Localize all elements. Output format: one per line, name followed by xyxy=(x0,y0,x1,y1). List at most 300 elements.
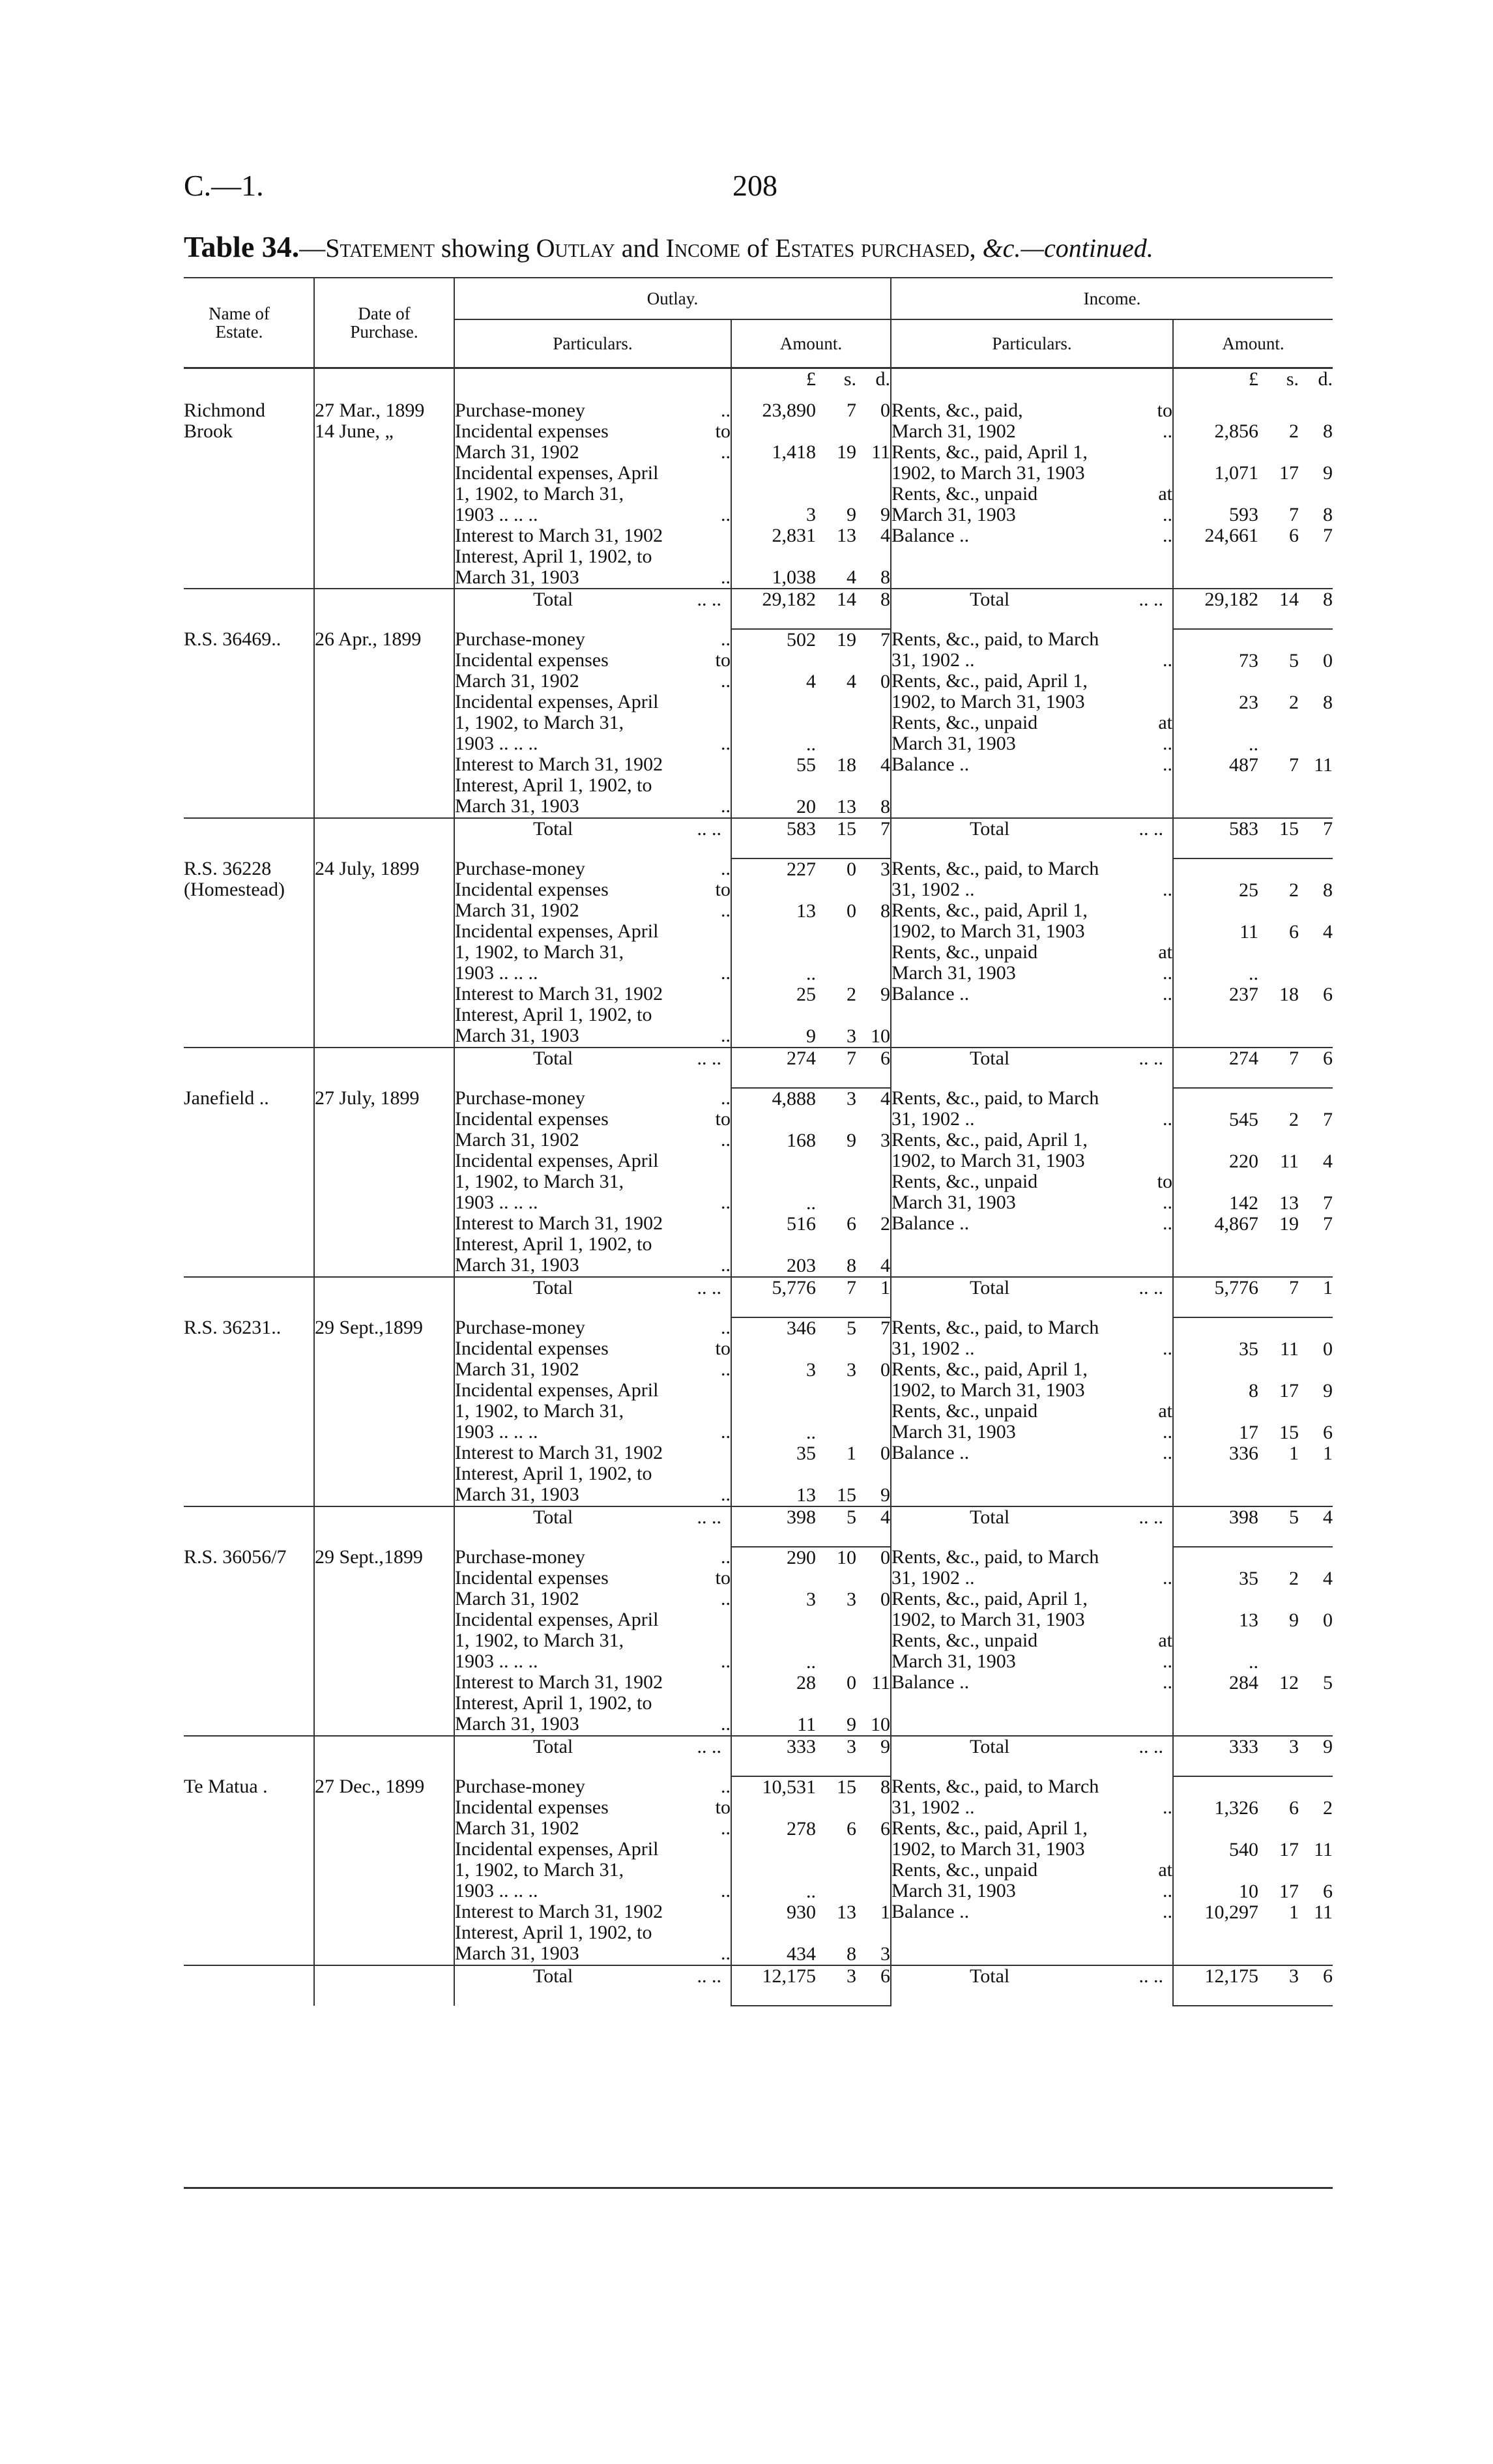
outlay-particular-leader: .. xyxy=(721,1713,731,1735)
amount-shillings: 13 xyxy=(837,525,857,546)
income-particular-text: Rents, &c., unpaid xyxy=(891,1859,1038,1881)
outlay-particular-line xyxy=(455,1589,731,1609)
amount-pence: 0 xyxy=(1323,650,1333,671)
amount-line xyxy=(1174,1130,1333,1151)
outlay-particular-line xyxy=(455,1192,731,1213)
income-particular-line xyxy=(891,1088,1172,1109)
amount-pounds: 11 xyxy=(797,1714,817,1735)
income-particular-line xyxy=(891,650,1172,671)
amount-shillings: 3 xyxy=(847,1965,857,1987)
outlay-particular-line xyxy=(455,629,731,650)
outlay-particular-line xyxy=(455,1630,731,1651)
amount-pounds: 25 xyxy=(796,984,817,1005)
amount-pence: 4 xyxy=(1323,1568,1333,1589)
outlay-particular-line xyxy=(455,1234,731,1255)
amount-shillings: 6 xyxy=(847,1818,857,1840)
income-particular-text: March 31, 1903 xyxy=(891,962,1016,984)
amount-line xyxy=(732,1214,890,1235)
amount-shillings xyxy=(1258,671,1299,692)
outlay-particular-leader: to xyxy=(715,879,731,900)
amount-line xyxy=(1174,1568,1333,1589)
amount-pence: 10 xyxy=(871,1714,891,1735)
outlay-particular-text: Interest to March 31, 1902 xyxy=(455,754,663,775)
income-particular-text: Balance .. xyxy=(891,754,970,775)
total-leader: .. .. xyxy=(1138,1506,1164,1528)
outlay-particular-text: March 31, 1903 xyxy=(455,1484,579,1505)
amount-shillings: 14 xyxy=(1279,589,1299,610)
outlay-particular-line xyxy=(455,484,731,505)
header-date-of-purchase: Date of Purchase. xyxy=(314,278,454,368)
outlay-particular-text: Incidental expenses, April xyxy=(455,1838,659,1860)
outlay-total-label-cell xyxy=(454,589,731,629)
estate-name-cell xyxy=(184,1317,314,1506)
income-particular-line xyxy=(891,671,1172,692)
amount-pence xyxy=(856,943,890,963)
estate-row xyxy=(184,400,1333,589)
income-particular-line xyxy=(891,1359,1172,1380)
income-particular-text: Rents, &c., unpaid xyxy=(891,941,1038,963)
outlay-particular-leader: .. xyxy=(721,1546,731,1568)
outlay-particular-line xyxy=(455,754,731,775)
outlay-particular-text: Interest to March 31, 1902 xyxy=(455,983,663,1005)
amount-line xyxy=(732,525,890,546)
total-label: Total xyxy=(970,1048,1010,1069)
amount-line xyxy=(732,1401,890,1422)
income-particular-leader: at xyxy=(1158,1859,1173,1881)
amount-pounds: 3 xyxy=(806,1359,817,1381)
amount-shillings: 10 xyxy=(837,1547,857,1568)
amount-pence: 6 xyxy=(880,1048,891,1069)
title-word: Statement xyxy=(325,233,435,263)
amount-shillings: 6 xyxy=(847,1213,857,1235)
amount-line xyxy=(1174,1443,1333,1464)
amount-pence xyxy=(1299,1401,1333,1422)
amount-pounds: 20 xyxy=(796,796,817,817)
outlay-particular-leader: .. xyxy=(721,400,731,421)
outlay-particular-line xyxy=(455,1109,731,1130)
amount-pounds: 73 xyxy=(1239,650,1259,671)
outlay-particular-text: March 31, 1903 xyxy=(455,1713,579,1735)
purchase-date-cell xyxy=(314,858,454,1048)
amount-pounds: 278 xyxy=(787,1818,817,1840)
income-particular-text: Rents, &c., paid, April 1, xyxy=(891,1358,1088,1380)
income-particular-line xyxy=(891,505,1172,525)
income-total-label xyxy=(891,1737,1172,1757)
amount-pounds: 434 xyxy=(787,1943,817,1965)
amount-pence xyxy=(856,484,890,505)
outlay-particular-text: Purchase-money xyxy=(455,1546,585,1568)
outlay-particular-line xyxy=(455,1881,731,1901)
income-particular-text: Rents, &c., paid, April 1, xyxy=(891,1129,1088,1151)
outlay-total-label-cell xyxy=(454,1048,731,1088)
amount-pence: 7 xyxy=(1323,1192,1333,1214)
amount-pounds: 35 xyxy=(796,1443,817,1464)
income-particular-line xyxy=(891,1901,1172,1922)
income-particular-text: Rents, &c., unpaid xyxy=(891,1630,1038,1651)
amount-shillings: 15 xyxy=(1279,818,1299,840)
currency-pound: £ xyxy=(1249,368,1259,390)
outlay-particular-line xyxy=(455,733,731,754)
amount-shillings xyxy=(816,1381,856,1401)
amount-pounds: 23 xyxy=(1239,692,1259,713)
amount-line xyxy=(732,1568,890,1589)
income-total-label-cell xyxy=(891,818,1173,858)
purchase-date: 27 July, 1899 xyxy=(315,1087,420,1109)
outlay-particular-text: March 31, 1902 xyxy=(455,670,579,692)
amount-pence xyxy=(1299,901,1333,922)
amount-pence xyxy=(856,880,890,901)
amount-pence: 7 xyxy=(880,629,891,651)
total-label: Total xyxy=(970,1506,1010,1528)
outlay-particular-text: Interest, April 1, 1902, to xyxy=(455,1922,652,1943)
amount-shillings xyxy=(816,1798,856,1819)
income-particular-text: 1902, to March 31, 1903 xyxy=(891,1609,1085,1630)
estate-row xyxy=(184,1776,1333,1965)
income-particular-text: Balance .. xyxy=(891,525,970,546)
amount-pence xyxy=(1299,1777,1333,1798)
total-blank xyxy=(184,1048,314,1088)
outlay-particular-text: Incidental expenses, April xyxy=(455,462,659,484)
amount-shillings xyxy=(816,484,856,505)
amount-line xyxy=(732,1777,890,1798)
income-particular-line xyxy=(891,942,1172,963)
title-word: of xyxy=(746,233,769,263)
amount-line xyxy=(732,880,890,901)
income-particular-leader: .. xyxy=(1163,962,1173,984)
amount-pence xyxy=(856,1631,890,1652)
amount-line xyxy=(1174,922,1333,943)
income-particular-line xyxy=(891,1401,1172,1422)
amount-line xyxy=(732,442,890,463)
amount-line xyxy=(732,1944,890,1965)
amount-line xyxy=(732,1130,890,1151)
amount-line xyxy=(1174,671,1333,692)
amount-line xyxy=(732,797,890,817)
header-income: Income. xyxy=(891,278,1333,319)
amount-line xyxy=(1174,880,1333,901)
outlay-particular-text: 1, 1902, to March 31, xyxy=(455,712,624,733)
amount-pence xyxy=(1299,1819,1333,1840)
outlay-particular-text: March 31, 1903 xyxy=(455,1943,579,1964)
amount-pence: 9 xyxy=(1323,1380,1333,1401)
amount-shillings: 7 xyxy=(847,1048,857,1069)
income-amount-cell xyxy=(1173,1547,1333,1736)
income-particular-text: 1902, to March 31, 1903 xyxy=(891,1379,1085,1401)
amount-pounds: .. xyxy=(806,963,817,984)
income-particular-line xyxy=(891,442,1172,463)
amount-shillings: 0 xyxy=(847,900,857,922)
income-particular-leader: at xyxy=(1158,1630,1173,1651)
amount-shillings: 3 xyxy=(847,1088,857,1109)
income-particular-text: 31, 1902 .. xyxy=(891,1797,975,1818)
amount-line xyxy=(1174,692,1333,713)
outlay-total-label xyxy=(455,1278,731,1298)
total-leader: .. .. xyxy=(1138,589,1164,610)
amount-pounds: .. xyxy=(806,733,817,755)
income-particulars-cell xyxy=(891,1547,1173,1736)
purchase-date: 27 Dec., 1899 xyxy=(315,1776,425,1797)
income-particular-text: Balance .. xyxy=(891,1901,970,1922)
amount-shillings: 0 xyxy=(847,1672,857,1694)
amount-pence xyxy=(856,1109,890,1130)
amount-pence xyxy=(1299,1318,1333,1339)
page-number: 208 xyxy=(732,169,777,202)
amount-shillings xyxy=(816,463,856,484)
amount-line xyxy=(732,755,890,776)
amount-pence xyxy=(856,922,890,943)
outlay-total-label-cell xyxy=(454,1277,731,1317)
amount-shillings: 15 xyxy=(837,1776,857,1798)
total-label: Total xyxy=(533,1048,573,1069)
amount-pence xyxy=(1299,963,1333,984)
amount-pence xyxy=(1299,1589,1333,1610)
amount-line xyxy=(732,1798,890,1819)
outlay-particular-text: Interest, April 1, 1902, to xyxy=(455,1233,652,1255)
estate-row xyxy=(184,1317,1333,1506)
total-row xyxy=(184,1736,1333,1776)
outlay-particular-leader: .. xyxy=(721,900,731,921)
amount-line xyxy=(1174,1048,1333,1069)
outlay-particular-line xyxy=(455,1568,731,1589)
amount-line xyxy=(1174,1172,1333,1193)
amount-shillings xyxy=(816,1172,856,1193)
outlay-particular-text: 1, 1902, to March 31, xyxy=(455,1400,624,1422)
income-particular-leader: .. xyxy=(1163,733,1173,754)
amount-pence: 11 xyxy=(1314,1901,1333,1923)
amount-pounds: 583 xyxy=(1229,818,1259,840)
amount-line xyxy=(1174,1840,1333,1860)
income-particular-text: 31, 1902 .. xyxy=(891,879,975,900)
outlay-particular-text: 1, 1902, to March 31, xyxy=(455,941,624,963)
amount-line xyxy=(732,651,890,671)
amount-pence: 4 xyxy=(1323,921,1333,943)
amount-pounds: .. xyxy=(1249,963,1259,984)
amount-line xyxy=(732,1151,890,1172)
outlay-particular-text: 1, 1902, to March 31, xyxy=(455,1630,624,1651)
amount-pence xyxy=(856,1840,890,1860)
outlay-particular-text: Incidental expenses xyxy=(455,1338,609,1359)
outlay-total-label-cell xyxy=(454,1736,731,1776)
amount-pence xyxy=(856,713,890,734)
amount-line xyxy=(732,692,890,713)
estate-name-cell xyxy=(184,629,314,818)
amount-pounds: 227 xyxy=(787,858,817,880)
outlay-particulars-cell xyxy=(454,400,731,589)
amount-pounds: 593 xyxy=(1229,504,1259,525)
outlay-particular-text: Interest to March 31, 1902 xyxy=(455,1901,663,1922)
outlay-total-label-cell xyxy=(454,1965,731,2006)
outlay-particular-leader: .. xyxy=(721,1943,731,1964)
amount-line xyxy=(732,589,890,610)
income-particular-text: Rents, &c., paid, to March xyxy=(891,1546,1099,1568)
income-amount-cell xyxy=(1173,400,1333,589)
amount-pence xyxy=(856,1172,890,1193)
income-particular-line xyxy=(891,692,1172,712)
income-particular-leader: at xyxy=(1158,712,1173,733)
amount-shillings xyxy=(816,1860,856,1881)
outlay-particular-line xyxy=(455,692,731,712)
estate-name: R.S. 36228 xyxy=(184,858,272,879)
amount-shillings xyxy=(1258,1819,1299,1840)
income-particular-leader: .. xyxy=(1163,754,1173,775)
income-particulars-cell xyxy=(891,629,1173,818)
amount-pence: 4 xyxy=(1323,1151,1333,1172)
estate-name-cell xyxy=(184,1547,314,1736)
amount-line xyxy=(732,1881,890,1902)
income-particular-line xyxy=(891,1192,1172,1213)
estate-row xyxy=(184,1547,1333,1736)
total-row xyxy=(184,1277,1333,1317)
amount-pounds: 10 xyxy=(1239,1881,1259,1902)
amount-pounds: .. xyxy=(806,1422,817,1443)
income-particular-text: Rents, &c., unpaid xyxy=(891,483,1038,505)
total-blank xyxy=(314,818,454,858)
amount-line xyxy=(732,943,890,963)
amount-line xyxy=(1174,400,1333,421)
amount-shillings: 2 xyxy=(1289,420,1299,442)
estate-row xyxy=(184,629,1333,818)
amount-shillings: 19 xyxy=(1279,1213,1299,1235)
title-dash: — xyxy=(299,233,326,263)
outlay-particular-line xyxy=(455,650,731,671)
income-particular-leader: .. xyxy=(1163,525,1173,546)
amount-shillings xyxy=(1258,1860,1299,1881)
income-particular-text: March 31, 1903 xyxy=(891,1880,1016,1901)
outlay-particular-text: Interest to March 31, 1902 xyxy=(455,1671,663,1693)
amount-line xyxy=(1174,525,1333,546)
amount-shillings: 9 xyxy=(847,1130,857,1151)
amount-line xyxy=(1174,1089,1333,1109)
outlay-particular-line xyxy=(455,1088,731,1109)
amount-line xyxy=(1174,1360,1333,1381)
outlay-particular-text: Incidental expenses xyxy=(455,649,609,671)
income-particular-text: March 31, 1903 xyxy=(891,1650,1016,1672)
outlay-particular-text: March 31, 1903 xyxy=(455,795,579,817)
amount-line xyxy=(732,1485,890,1506)
amount-pounds: 25 xyxy=(1239,879,1259,901)
amount-shillings xyxy=(816,776,856,797)
amount-pence: 1 xyxy=(880,1277,891,1298)
amount-line xyxy=(732,1610,890,1631)
outlay-total-label-cell xyxy=(454,1506,731,1547)
header-outlay-particulars: Particulars. xyxy=(454,319,731,368)
purchase-date-cell xyxy=(314,400,454,589)
amount-pence: 0 xyxy=(1323,1338,1333,1360)
outlay-particular-text: Interest, April 1, 1902, to xyxy=(455,1463,652,1484)
outlay-particular-leader: .. xyxy=(721,628,731,650)
title-word: Estates purchased, xyxy=(775,233,976,263)
amount-shillings xyxy=(1258,713,1299,734)
amount-pounds: 28 xyxy=(796,1672,817,1694)
income-particular-line xyxy=(891,1130,1172,1151)
amount-pence xyxy=(856,421,890,442)
amount-pence xyxy=(1299,442,1333,463)
outlay-particular-line xyxy=(455,900,731,921)
amount-pence: 0 xyxy=(880,1359,891,1381)
amount-pence xyxy=(856,1568,890,1589)
income-particular-leader: at xyxy=(1158,483,1173,505)
income-total-amount xyxy=(1173,1506,1333,1547)
income-total-label xyxy=(891,1278,1172,1298)
income-particular-line xyxy=(891,1171,1172,1192)
amount-pence: 8 xyxy=(880,900,891,922)
amount-pence: 1 xyxy=(880,1901,891,1923)
outlay-total-label xyxy=(455,1048,731,1069)
amount-shillings: 18 xyxy=(1279,984,1299,1005)
amount-line xyxy=(732,1902,890,1923)
amount-pence: 9 xyxy=(880,504,891,525)
amount-line xyxy=(732,1026,890,1047)
total-label: Total xyxy=(533,1506,573,1528)
amount-line xyxy=(1174,1422,1333,1443)
outlay-particular-line xyxy=(455,1818,731,1839)
income-particular-text: 31, 1902 .. xyxy=(891,1338,975,1359)
outlay-particular-text: Incidental expenses xyxy=(455,879,609,900)
outlay-particular-line xyxy=(455,1797,731,1818)
outlay-particular-line xyxy=(455,1359,731,1380)
amount-pounds: 487 xyxy=(1229,754,1259,776)
outlay-total-label-cell xyxy=(454,818,731,858)
outlay-particular-text: March 31, 1902 xyxy=(455,1817,579,1839)
amount-shillings xyxy=(816,421,856,442)
amount-shillings: 8 xyxy=(847,1943,857,1965)
amount-line xyxy=(1174,1966,1333,1987)
total-label: Total xyxy=(970,1965,1010,1987)
amount-pounds: 55 xyxy=(796,754,817,776)
income-particular-leader: .. xyxy=(1163,649,1173,671)
income-particular-line xyxy=(891,858,1172,879)
outlay-particular-line xyxy=(455,525,731,546)
income-particular-text: Rents, &c., unpaid xyxy=(891,1171,1038,1192)
header-outlay: Outlay. xyxy=(454,278,891,319)
income-particular-text: Rents, &c., unpaid xyxy=(891,1400,1038,1422)
amount-pence xyxy=(856,1381,890,1401)
outlay-amount-cell xyxy=(731,858,891,1048)
estate-name: Brook xyxy=(184,420,233,442)
outlay-particular-leader: .. xyxy=(721,1087,731,1109)
amount-line xyxy=(732,1172,890,1193)
currency-shillings: s. xyxy=(1286,368,1299,390)
amount-line xyxy=(1174,1339,1333,1360)
amount-shillings: 6 xyxy=(1289,921,1299,943)
estate-name: (Homestead) xyxy=(184,879,285,900)
amount-line xyxy=(1174,1401,1333,1422)
amount-pence: 9 xyxy=(880,1484,891,1506)
amount-shillings xyxy=(816,1652,856,1673)
outlay-particular-leader: .. xyxy=(721,1776,731,1797)
income-particular-leader: .. xyxy=(1163,1192,1173,1213)
amount-pence: 8 xyxy=(1323,504,1333,525)
total-leader: .. .. xyxy=(697,1048,721,1069)
purchase-date: 26 Apr., 1899 xyxy=(315,628,422,650)
amount-line xyxy=(732,1840,890,1860)
amount-line xyxy=(1174,630,1333,651)
amount-line xyxy=(732,963,890,984)
outlay-particular-leader: .. xyxy=(721,858,731,879)
income-particular-leader: at xyxy=(1158,1400,1173,1422)
total-row xyxy=(184,1506,1333,1547)
amount-pounds: 8 xyxy=(1249,1380,1259,1401)
amount-shillings xyxy=(1258,630,1299,651)
amount-shillings xyxy=(816,1235,856,1255)
amount-line xyxy=(732,1923,890,1944)
outlay-total-label xyxy=(455,589,731,610)
amount-shillings: 13 xyxy=(837,796,857,817)
outlay-particular-line xyxy=(455,1130,731,1151)
amount-pounds: 12,175 xyxy=(1204,1965,1259,1987)
outlay-particular-text: 1903 .. .. .. xyxy=(455,733,538,754)
outlay-particular-line xyxy=(455,1922,731,1943)
